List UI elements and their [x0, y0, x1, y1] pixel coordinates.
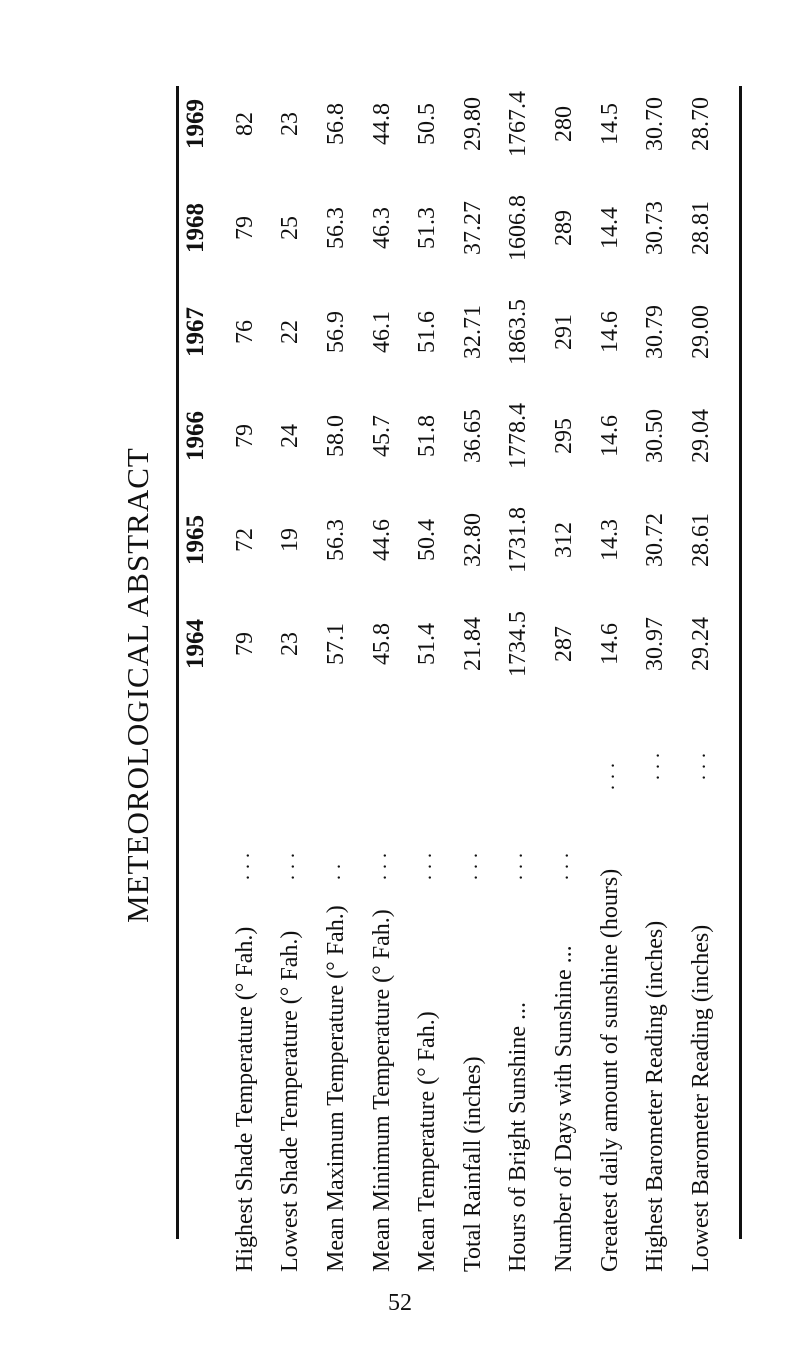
table-cell: 56.3 [323, 519, 349, 561]
table-cell: 79 [232, 216, 258, 240]
page-number: 52 [388, 1290, 412, 1316]
row-label: Mean Minimum Temperature (° Fah.) [369, 909, 395, 1272]
table-cell: 1863.5 [505, 299, 531, 365]
table-cell: 280 [551, 106, 577, 142]
table-cell: 32.80 [460, 513, 486, 567]
table-cell: 44.6 [369, 519, 395, 561]
table-cell: 30.79 [642, 305, 668, 359]
table-row [551, 70, 591, 1300]
table-row [642, 70, 682, 1300]
year-header: 1967 [182, 307, 209, 357]
table-cell: 79 [232, 632, 258, 656]
row-label: Highest Barometer Reading (inches) [642, 920, 668, 1272]
leader-dots: ... [551, 847, 573, 880]
table-row [232, 70, 272, 1300]
table-cell: 56.9 [323, 311, 349, 353]
leader-dots: ... [688, 747, 710, 780]
table-cell: 23 [277, 632, 303, 656]
table-row [414, 70, 454, 1300]
table-cell: 51.8 [414, 415, 440, 457]
table-cell: 79 [232, 424, 258, 448]
row-label: Lowest Shade Temperature (° Fah.) [277, 930, 303, 1272]
table-cell: 14.6 [597, 311, 623, 353]
table-cell: 29.80 [460, 97, 486, 151]
table-cell: 30.73 [642, 201, 668, 255]
table-cell: 51.3 [414, 207, 440, 249]
table-cell: 24 [277, 424, 303, 448]
table-cell: 46.1 [369, 311, 395, 353]
table-cell: 51.6 [414, 311, 440, 353]
row-label: Lowest Barometer Reading (inches) [688, 924, 714, 1272]
table-cell: 14.4 [597, 207, 623, 249]
year-header-row [182, 70, 218, 1300]
table-cell: 25 [277, 216, 303, 240]
table-cell: 58.0 [323, 415, 349, 457]
table-cell: 44.8 [369, 103, 395, 145]
leader-dots: ... [414, 847, 436, 880]
table-row [369, 70, 409, 1300]
table-cell: 57.1 [323, 623, 349, 665]
row-label: Mean Maximum Temperature (° Fah.) [323, 905, 349, 1272]
row-label: Total Rainfall (inches) [460, 1056, 486, 1272]
table-cell: 76 [232, 320, 258, 344]
table-cell: 19 [277, 528, 303, 552]
year-header: 1968 [182, 203, 209, 253]
year-header: 1969 [182, 99, 209, 149]
leader-dots: ... [460, 847, 482, 880]
table-cell: 14.6 [597, 415, 623, 457]
row-label: Mean Temperature (° Fah.) [414, 1011, 440, 1272]
leader-dots: ... [642, 747, 664, 780]
table-cell: 28.81 [688, 201, 714, 255]
table-cell: 1734.5 [505, 611, 531, 677]
table-cell: 291 [551, 314, 577, 350]
table-cell: 23 [277, 112, 303, 136]
table-cell: 30.70 [642, 97, 668, 151]
table-cell: 37.27 [460, 201, 486, 255]
table-cell: 1778.4 [505, 403, 531, 469]
table-cell: 312 [551, 522, 577, 558]
table-row [323, 70, 363, 1300]
table-cell: 295 [551, 418, 577, 454]
table-cell: 28.61 [688, 513, 714, 567]
table-cell: 14.3 [597, 519, 623, 561]
table-cell: 51.4 [414, 623, 440, 665]
table-cell: 45.8 [369, 623, 395, 665]
row-label: Hours of Bright Sunshine ... [505, 1002, 531, 1272]
table-cell: 29.00 [688, 305, 714, 359]
year-header: 1966 [182, 411, 209, 461]
table-cell: 22 [277, 320, 303, 344]
row-label: Number of Days with Sunshine ... [551, 945, 577, 1272]
table-cell: 82 [232, 112, 258, 136]
table-cell: 32.71 [460, 305, 486, 359]
table-cell: 45.7 [369, 415, 395, 457]
table-cell: 50.4 [414, 519, 440, 561]
rotated-table [120, 70, 770, 1300]
table-cell: 1731.8 [505, 507, 531, 573]
table-cell: 1606.8 [505, 195, 531, 261]
table-cell: 72 [232, 528, 258, 552]
table-cell: 50.5 [414, 103, 440, 145]
table-cell: 14.6 [597, 623, 623, 665]
year-header: 1965 [182, 515, 209, 565]
table-row [597, 70, 637, 1300]
table-cell: 1767.4 [505, 91, 531, 157]
row-label: Highest Shade Temperature (° Fah.) [232, 926, 258, 1272]
table-cell: 56.3 [323, 207, 349, 249]
table-cell: 28.70 [688, 97, 714, 151]
leader-dots: .. [323, 858, 345, 880]
table-cell: 289 [551, 210, 577, 246]
table-row [688, 70, 728, 1300]
table-cell: 287 [551, 626, 577, 662]
row-label: Greatest daily amount of sunshine (hours) [597, 868, 623, 1272]
leader-dots: ... [505, 847, 527, 880]
leader-dots: ... [597, 757, 619, 790]
leader-dots: ... [369, 847, 391, 880]
table-cell: 56.8 [323, 103, 349, 145]
table-cell: 29.24 [688, 617, 714, 671]
table-cell: 14.5 [597, 103, 623, 145]
table-cell: 29.04 [688, 409, 714, 463]
table-cell: 30.50 [642, 409, 668, 463]
table-row [277, 70, 317, 1300]
table-row [460, 70, 500, 1300]
leader-dots: ... [232, 847, 254, 880]
table-cell: 46.3 [369, 207, 395, 249]
leader-dots: ... [277, 847, 299, 880]
table-row [505, 70, 545, 1300]
table-title: METEOROLOGICAL ABSTRACT [120, 447, 155, 923]
table-cell: 36.65 [460, 409, 486, 463]
table-cell: 30.97 [642, 617, 668, 671]
table-cell: 30.72 [642, 513, 668, 567]
year-header: 1964 [182, 619, 209, 669]
table-cell: 21.84 [460, 617, 486, 671]
